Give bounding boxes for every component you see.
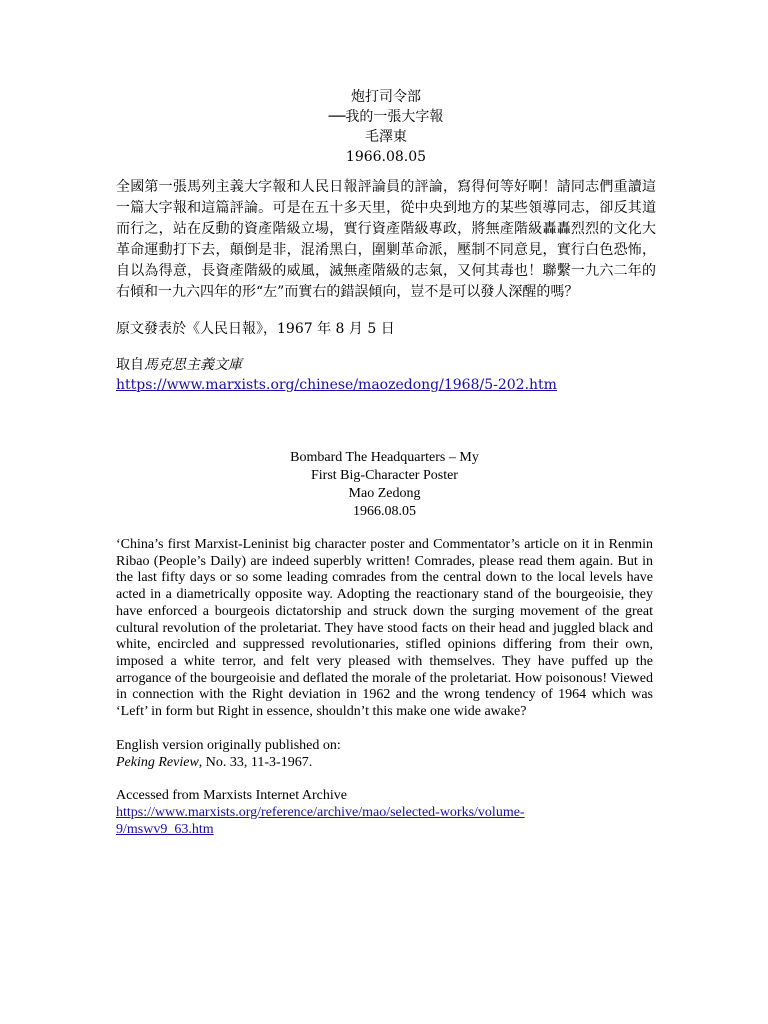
zh-title: 炮打司令部	[351, 89, 421, 105]
zh-date: 1966.08.05	[345, 149, 427, 165]
zh-author: 毛澤東	[365, 129, 407, 145]
en-accessed-url	[116, 804, 653, 838]
en-body: ‘China’s first Marxist-Leninist big character poster and Commentator’s article on it in Renmin Ribao (People’s Daily) are indeed superbly written! Comrades, please read them again. But in the last fifty days or so some leading comrades from the central down to the local levels have acted in a diametrically opposite way. Adopting the reactionary stand of the bourgeoisie, they have enforced a bourgeois dictatorship and struck down the surging movement of the great cultural revolution of the proletariat. They have stood facts on their head and juggled black and white, encircled and suppressed revolutionaries, stifled opinions differing from their own, imposed a white terror, and felt very pleased with themselves. They have puffed up the arrogance of the bourgeoisie and deflated the morale of the proletariat. How poisonous! Viewed in connection with the Right deviation in 1962 and the wrong tendency of 1964 which was ‘Left’ in form but Right in essence, shouldn’t this make one wide awake?	[116, 537, 653, 720]
en-accessed-link-line2[interactable]: 9/mswv9_63.htm	[116, 821, 214, 837]
zh-source-name: 馬克思主義文庫	[144, 357, 242, 373]
en-accessed-link-line1[interactable]: https://www.marxists.org/reference/archive/mao/selected-works/volume-	[116, 804, 525, 820]
zh-source-url-line	[116, 375, 656, 395]
en-date: 1966.08.05	[353, 504, 416, 519]
en-publication-details: , No. 33, 11-3-1967.	[198, 754, 313, 770]
zh-published: 原文發表於《人民日報》，1967 年 8 月 5 日	[116, 321, 395, 337]
en-author: Mao Zedong	[348, 486, 421, 501]
en-title-line2: First Big-Character Poster	[311, 468, 458, 483]
zh-source-prefix: 取自	[116, 357, 144, 373]
zh-source	[116, 355, 656, 375]
english-section	[116, 449, 653, 838]
zh-subtitle: ──我的一張大字報	[328, 109, 444, 125]
en-publication	[116, 754, 653, 771]
en-published-label: English version originally published on:	[116, 737, 341, 753]
en-publication-name: Peking Review	[116, 754, 199, 770]
en-accessed-label: Accessed from Marxists Internet Archive	[116, 787, 347, 803]
chinese-section	[116, 87, 656, 395]
zh-body: 全國第一張馬列主義大字報和人民日報評論員的評論，寫得何等好啊！請同志們重讀這一篇大字報和這篇評論。可是在五十多天里，從中央到地方的某些領導同志，卻反其道而行之，站在反動的資產階級立場，實行資產階級專政，將無產階級轟轟烈烈的文化大革命運動打下去，顛倒是非，混淆黑白，圍剿革命派，壓制不同意見，實行白色恐怖，自以為得意，長資產階級的威風，滅無產階級的志氣，又何其毒也！聯繫一九六二年的右傾和一九六四年的形“左”而實右的錯誤傾向，豈不是可以發人深醒的嗎？	[116, 179, 656, 300]
en-title-line1: Bombard The Headquarters – My	[290, 450, 479, 465]
zh-source-link[interactable]: https://www.marxists.org/chinese/maozedong/1968/5-202.htm	[116, 377, 557, 393]
